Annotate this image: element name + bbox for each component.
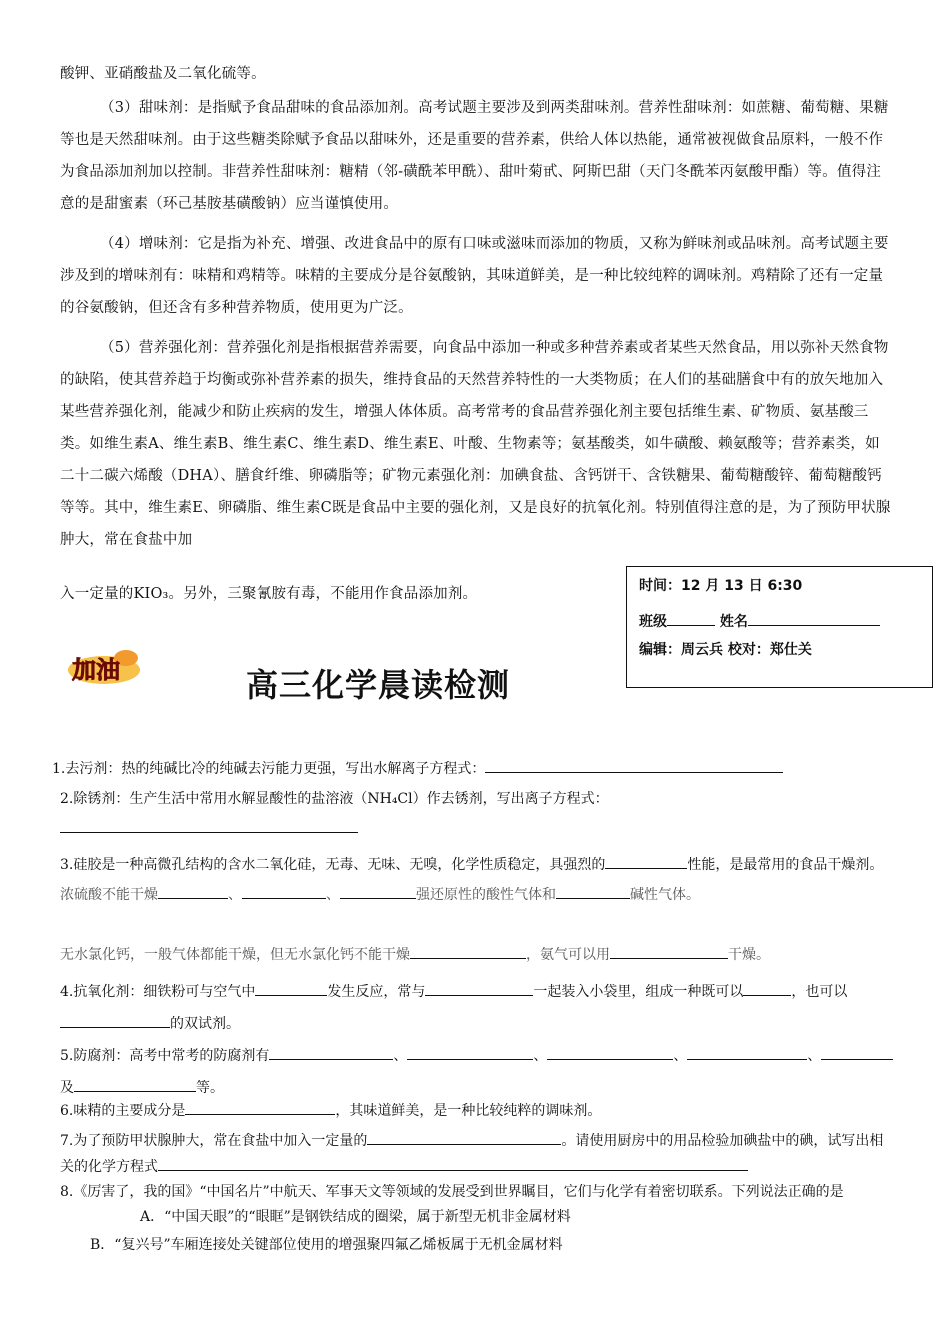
option-a[interactable]: A．“中国天眼”的“眼眶”是钢铁结成的圈梁，属于新型无机非金属材料 [140, 1209, 571, 1225]
question-3-continued: 无水氯化钙，一般气体都能干燥，但无水氯化钙不能干燥 ，氨气可以用 干燥。 [60, 942, 896, 968]
question-3: 3.硅胶是一种高微孔结构的含水二氧化硅，无毒、无味、无嗅，化学性质稳定，具强烈的 性能，是最常用的食品干燥剂。浓硫酸不能干燥 、 、 强还原性的酸性气体和 碱性气体。 [60, 850, 896, 910]
q4-blank-2[interactable] [425, 979, 533, 996]
q6-blank[interactable] [185, 1098, 335, 1115]
time-text: 时间：12 月 13 日 6:30 [639, 578, 803, 594]
q5-blank-1[interactable] [269, 1043, 393, 1060]
page-title: 高三化学晨读检测 [246, 666, 511, 704]
q3-blank-5[interactable] [556, 882, 630, 899]
q3-blank-2[interactable] [158, 882, 228, 899]
q3-blank-3[interactable] [242, 882, 326, 899]
paragraph-flavor-enhancer: （4）增味剂：它是指为补充、增强、改进食品中的原有口味或滋味而添加的物质，又称为鲜味剂或品味剂。高考试题主要涉及到的增味剂有：味精和鸡精等。味精的主要成分是谷氨酸钠，其味道鲜美，是一种比较纯粹的调味剂。鸡精除了还有一定量的谷氨酸钠，但还含有多种营养物质，使用更为广泛。 [60, 236, 889, 316]
cheer-logo [66, 648, 156, 688]
option-b[interactable]: B．“复兴号”车厢连接处关键部位使用的增强聚四氟乙烯板属于无机金属材料 [90, 1237, 563, 1253]
q5-blank-6[interactable] [74, 1075, 196, 1092]
q4-blank-4[interactable] [60, 1011, 170, 1028]
editor-text: 编辑：周云兵 校对：郑仕关 [639, 642, 812, 658]
question-5: 5.防腐剂：高考中常考的防腐剂有 、 、 、 、及 等。 [60, 1040, 896, 1104]
name-label: 姓名 [719, 614, 748, 630]
info-box [626, 566, 933, 688]
q2-blank[interactable] [60, 832, 358, 833]
question-1: 1.去污剂：热的纯碱比冷的纯碱去污能力更强，写出水解离子方程式： [52, 756, 888, 782]
class-blank[interactable] [667, 609, 715, 626]
q7-blank-1[interactable] [367, 1128, 561, 1145]
q4-blank-3[interactable] [743, 979, 791, 996]
paragraph-continuation: 酸钾、亚硝酸盐及二氧化硫等。 [60, 66, 266, 82]
class-label: 班级 [639, 614, 667, 630]
q5-blank-5[interactable] [821, 1043, 893, 1060]
paragraph-nutrition-fortifier: （5）营养强化剂：营养强化剂是指根据营养需要，向食品中添加一种或多种营养素或者某些天然食品，用以弥补天然食物的缺陷，使其营养趋于均衡或弥补营养素的损失，维持食品的天然营养特性的一大类物质；在人们的基础膳食中有的放矢地加入某些营养强化剂，能减少和防止疾病的发生，增强人体体质。高考常考的食品营养强化剂主要包括维生素、矿物质、氨基酸三类。如维生素A、维生素B、维生素C、维生素D、维生素E、叶酸、生物素等；氨基酸类，如牛磺酸、赖氨酸等；营养素类，如二十二碳六烯酸（DHA）、膳食纤维、卵磷脂等；矿物元素强化剂：加碘食盐、含钙饼干、含铁糖果、葡萄糖酸锌、葡萄糖酸钙等等。其中，维生素E、卵磷脂、维生素C既是食品中主要的强化剂，又是良好的抗氧化剂。特别值得注意的是，为了预防甲状腺肿大，常在食盐中加 [60, 340, 891, 548]
q7-blank-2[interactable] [158, 1154, 748, 1171]
logo-text: 加油 [72, 656, 120, 684]
question-7: 7.为了预防甲状腺肿大，常在食盐中加入一定量的 。请使用厨房中的用品检验加碘盐中的碘，试写出相关的化学方程式 [60, 1128, 896, 1180]
paragraph-sweetener: （3）甜味剂：是指赋予食品甜味的食品添加剂。高考试题主要涉及到两类甜味剂。营养性甜味剂：如蔗糖、葡萄糖、果糖等也是天然甜味剂。由于这些糖类除赋予食品以甜味外，还是重要的营养素，供给人体以热能，通常被视做食品原料，一般不作为食品添加剂加以控制。非营养性甜味剂：糖精（邻-磺酰苯甲酰）、甜叶菊甙、阿斯巴甜（天门冬酰苯丙氨酸甲酯）等。值得注意的是甜蜜素（环己基胺基磺酸钠）应当谨慎使用。 [60, 100, 889, 212]
question-2: 2.除锈剂：生产生活中常用水解显酸性的盐溶液（NH₄Cl）作去锈剂，写出离子方程式： [60, 791, 609, 807]
q3-blank-7[interactable] [610, 942, 728, 959]
class-name-line [639, 609, 880, 631]
question-8: 8.《厉害了，我的国》“中国名片”中航天、军事天文等领域的发展受到世界瞩目，它们与化学有着密切联系。下列说法正确的是A．“中国天眼”的“眼眶”是钢铁结成的圈梁，属于新型无机非金属材料 [60, 1184, 844, 1225]
q3-blank-4[interactable] [340, 882, 416, 899]
question-4: 4.抗氧化剂：细铁粉可与空气中 发生反应，常与 一起装入小袋里，组成一种既可以 ，也可以的双试剂。 [60, 976, 896, 1040]
q4-blank-1[interactable] [255, 979, 327, 996]
q5-blank-2[interactable] [407, 1043, 533, 1060]
q5-blank-3[interactable] [547, 1043, 673, 1060]
q1-blank[interactable] [485, 756, 783, 773]
paragraph-kio3: 入一定量的KIO₃。另外，三聚氰胺有毒，不能用作食品添加剂。 [60, 586, 478, 602]
q5-blank-4[interactable] [687, 1043, 807, 1060]
q3-blank-1[interactable] [605, 852, 687, 869]
q3-blank-6[interactable] [410, 942, 526, 959]
name-blank[interactable] [748, 609, 880, 626]
question-6: 6.味精的主要成分是 ，其味道鲜美，是一种比较纯粹的调味剂。 [60, 1098, 896, 1124]
